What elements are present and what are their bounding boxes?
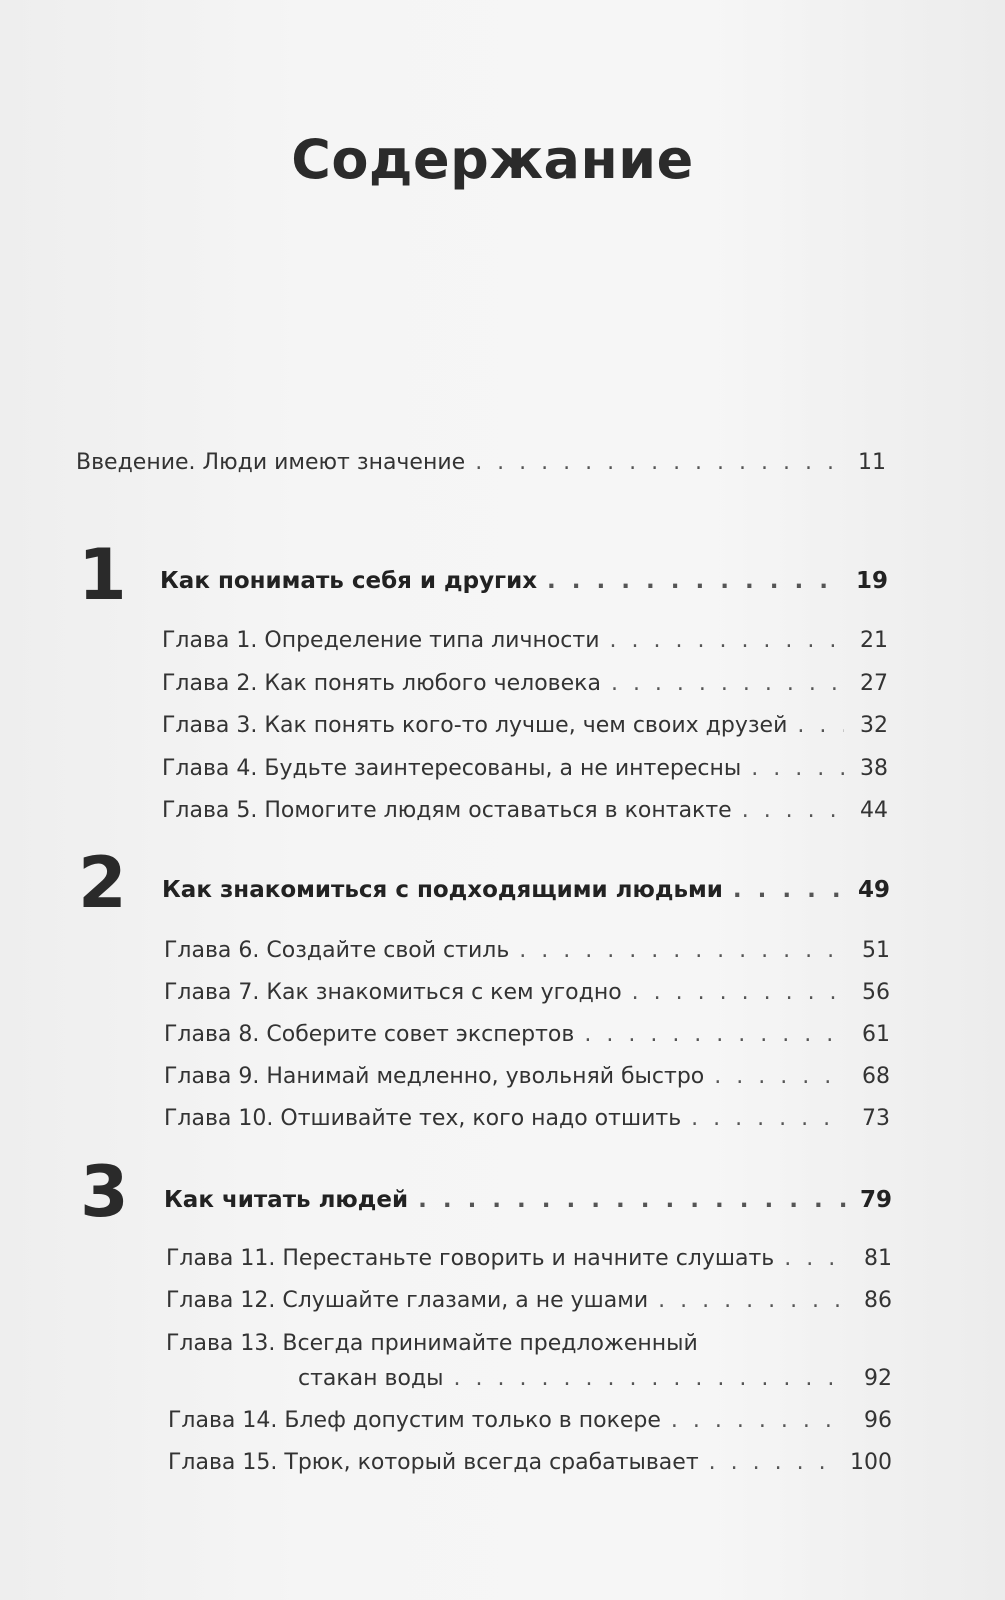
dot-leader [709,1450,840,1475]
dot-leader [632,980,846,1005]
part-number: 3 [80,1151,129,1233]
chapter-label: Глава 9. Нанимай медленно, увольняй быстро [164,1064,705,1089]
toc-chapter-row [298,1366,892,1391]
toc-page-number: 61 [862,1022,890,1047]
toc-page-number: 11 [858,450,886,475]
toc-page-number: 56 [862,980,890,1005]
toc-intro-row [76,450,886,475]
toc-chapter-row [162,628,888,653]
chapter-label: Глава 4. Будьте заинтересованы, а не интересны [162,756,742,781]
toc-chapter-row [168,1450,892,1475]
toc-page-number: 51 [862,938,890,963]
toc-chapter-row [166,1246,892,1271]
chapter-label: Глава 10. Отшивайте тех, кого надо отшить [164,1106,682,1131]
dot-leader [454,1366,848,1391]
part-title: Как знакомиться с подходящими людьми [162,877,723,903]
dot-leader [751,756,844,781]
dot-leader [610,628,844,653]
toc-page-number: 100 [850,1450,892,1475]
chapter-label: Глава 13. Всегда принимайте предложенный [166,1331,698,1356]
toc-page-number: 92 [864,1366,892,1391]
toc-chapter-row [164,1064,890,1089]
part-title: Как читать людей [164,1187,409,1213]
toc-chapter-row [162,713,888,738]
chapter-label: Глава 15. Трюк, который всегда срабатывает [168,1450,699,1475]
toc-page-number: 81 [864,1246,892,1271]
dot-leader [475,450,842,475]
dot-leader [742,798,844,823]
page-title: Содержание [291,128,694,191]
toc-page-number: 21 [860,628,888,653]
toc-part-row [164,1187,892,1213]
chapter-label-continued: стакан воды [298,1366,444,1391]
dot-leader [733,877,846,903]
chapter-label: Глава 6. Создайте свой стиль [164,938,510,963]
toc-part-row [160,568,888,594]
toc-page-number: 32 [860,713,888,738]
dot-leader [658,1288,848,1313]
chapter-label: Глава 14. Блеф допустим только в покере [168,1408,661,1433]
dot-leader [797,713,844,738]
toc-page-number: 86 [864,1288,892,1313]
chapter-label: Глава 3. Как понять кого-то лучше, чем своих друзей [162,713,788,738]
dot-leader [519,938,846,963]
chapter-label: Глава 7. Как знакомиться с кем угодно [164,980,622,1005]
toc-page-number: 27 [860,671,888,696]
toc-chapter-row [164,1022,890,1047]
part-number: 2 [78,842,127,924]
dot-leader [784,1246,848,1271]
toc-part-row [162,877,890,903]
part-title: Как понимать себя и других [160,568,538,594]
toc-chapter-row [162,756,888,781]
dot-leader [714,1064,846,1089]
chapter-label: Глава 1. Определение типа личности [162,628,600,653]
toc-chapter-row [166,1288,892,1313]
chapter-label: Глава 12. Слушайте глазами, а не ушами [166,1288,649,1313]
chapter-label: Глава 11. Перестаньте говорить и начните слушать [166,1246,775,1271]
toc-page-number: 73 [862,1106,890,1131]
chapter-label: Глава 5. Помогите людям оставаться в контакте [162,798,732,823]
dot-leader [584,1022,846,1047]
dot-leader [611,671,844,696]
toc-page-number: 19 [855,568,888,594]
dot-leader [547,568,844,594]
dot-leader [671,1408,848,1433]
toc-page-number: 38 [860,756,888,781]
toc-chapter-row [168,1408,892,1433]
chapter-label: Глава 2. Как понять любого человека [162,671,601,696]
toc-page-number: 79 [859,1187,892,1213]
toc-chapter-row [162,798,888,823]
dot-leader [691,1106,846,1131]
toc-chapter-row [164,980,890,1005]
chapter-label: Глава 8. Соберите совет экспертов [164,1022,575,1047]
toc-chapter-row [162,671,888,696]
toc-chapter-row [164,1106,890,1131]
toc-page-number: 68 [862,1064,890,1089]
toc-page-number: 44 [860,798,888,823]
toc-chapter-row [164,938,890,963]
toc-page-number: 49 [857,877,890,903]
toc-page-number: 96 [864,1408,892,1433]
dot-leader [418,1187,848,1213]
toc-entry-label: Введение. Люди имеют значение [76,450,466,475]
part-number: 1 [78,534,127,616]
